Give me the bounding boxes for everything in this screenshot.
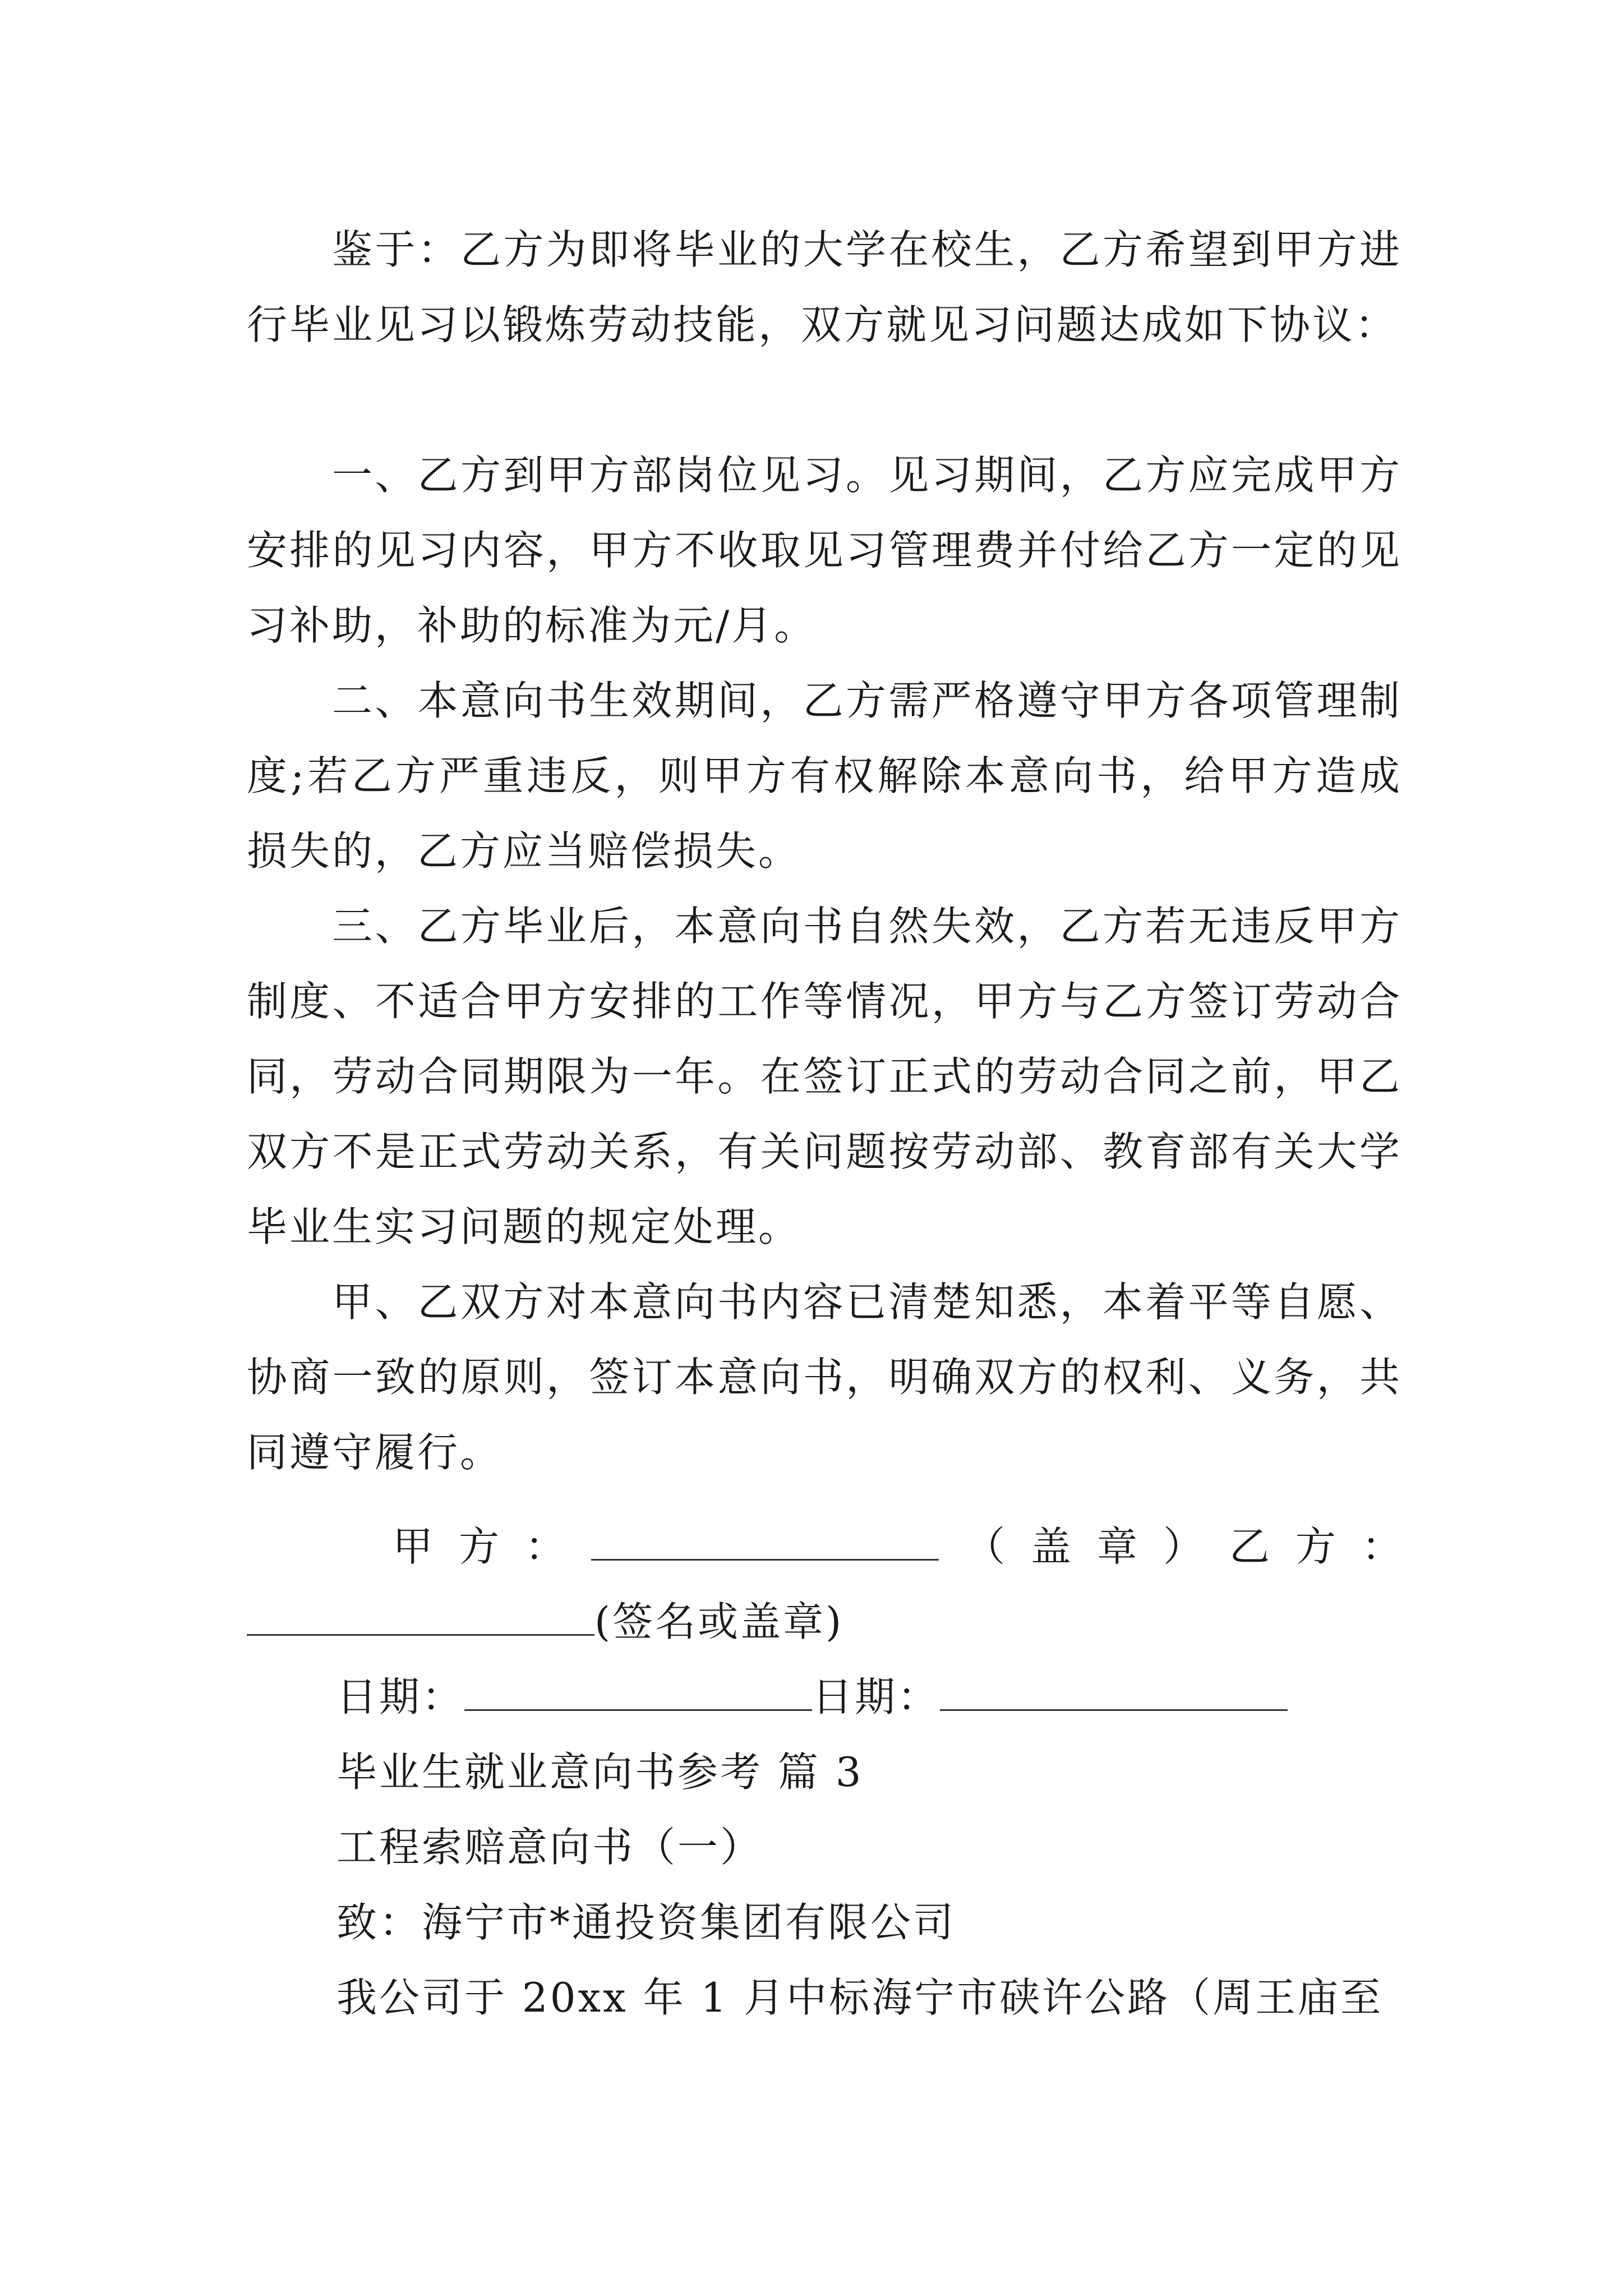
date-a-blank-line (464, 1670, 812, 1711)
paragraph-preamble: 鉴于：乙方为即将毕业的大学在校生，乙方希望到甲方进行毕业见习以锻炼劳动技能，双方就见习问题达成如下协议： (247, 226, 1402, 348)
paragraph-clause-1: 一、乙方到甲方部岗位见习。见习期间，乙方应完成甲方安排的见习内容，甲方不收取见习管理费并付给乙方一定的见习补助，补助的标准为元/月。 (247, 452, 1402, 649)
party-b-suffix: (签名或盖章) (594, 1598, 844, 1645)
sig-char: ： (525, 1523, 566, 1570)
paragraph-clause-2: 二、本意向书生效期间，乙方需严格遵守甲方各项管理制度;若乙方严重违反，则甲方有权解除本意向书，给甲方造成损失的，乙方应当赔偿损失。 (247, 677, 1402, 875)
date-label-a: 日期： (336, 1673, 465, 1720)
letter-opening-line: 我公司于 20xx 年 1 月中标海宁市硖许公路（周王庙至 (336, 1974, 1384, 2021)
section-title: 毕业生就业意向书参考 篇 3 (336, 1749, 864, 1796)
paragraph-clause-3: 三、乙方毕业后，本意向书自然失效，乙方若无违反甲方制度、不适合甲方安排的工作等情况，甲方与乙方签订劳动合同，劳动合同期限为一年。在签订正式的劳动合同之前，甲乙双方不是正式劳动关系，有关问题按劳动部、教育部有关大学毕业生实习问题的规定处理。 (247, 903, 1402, 1250)
signature-row-party-a (393, 1509, 1402, 1584)
sig-char: 章 (1096, 1523, 1137, 1570)
sig-char: 盖 (1030, 1523, 1071, 1570)
sig-char: 方 (1295, 1523, 1336, 1570)
sig-char: （ (964, 1523, 1005, 1570)
party-a-blank-line (591, 1520, 939, 1561)
signature-row-party-b (247, 1584, 843, 1659)
party-b-blank-line (247, 1595, 594, 1636)
paragraph-agreement: 甲、乙双方对本意向书内容已清楚知悉，本着平等自愿、协商一致的原则，签订本意向书，明确双方的权利、义务，共同遵守履行。 (247, 1278, 1402, 1476)
sig-char: 乙 (1229, 1523, 1270, 1570)
date-b-blank-line (940, 1670, 1288, 1711)
sig-char: ： (1361, 1523, 1402, 1570)
sig-char: 甲 (393, 1523, 434, 1570)
letter-addressee: 致：海宁市*通投资集团有限公司 (336, 1899, 956, 1946)
sig-char: ） (1163, 1523, 1204, 1570)
date-label-b: 日期： (812, 1673, 940, 1720)
date-row (336, 1659, 1288, 1734)
sig-char: 方 (459, 1523, 500, 1570)
letter-title: 工程索赔意向书（一） (336, 1824, 763, 1871)
